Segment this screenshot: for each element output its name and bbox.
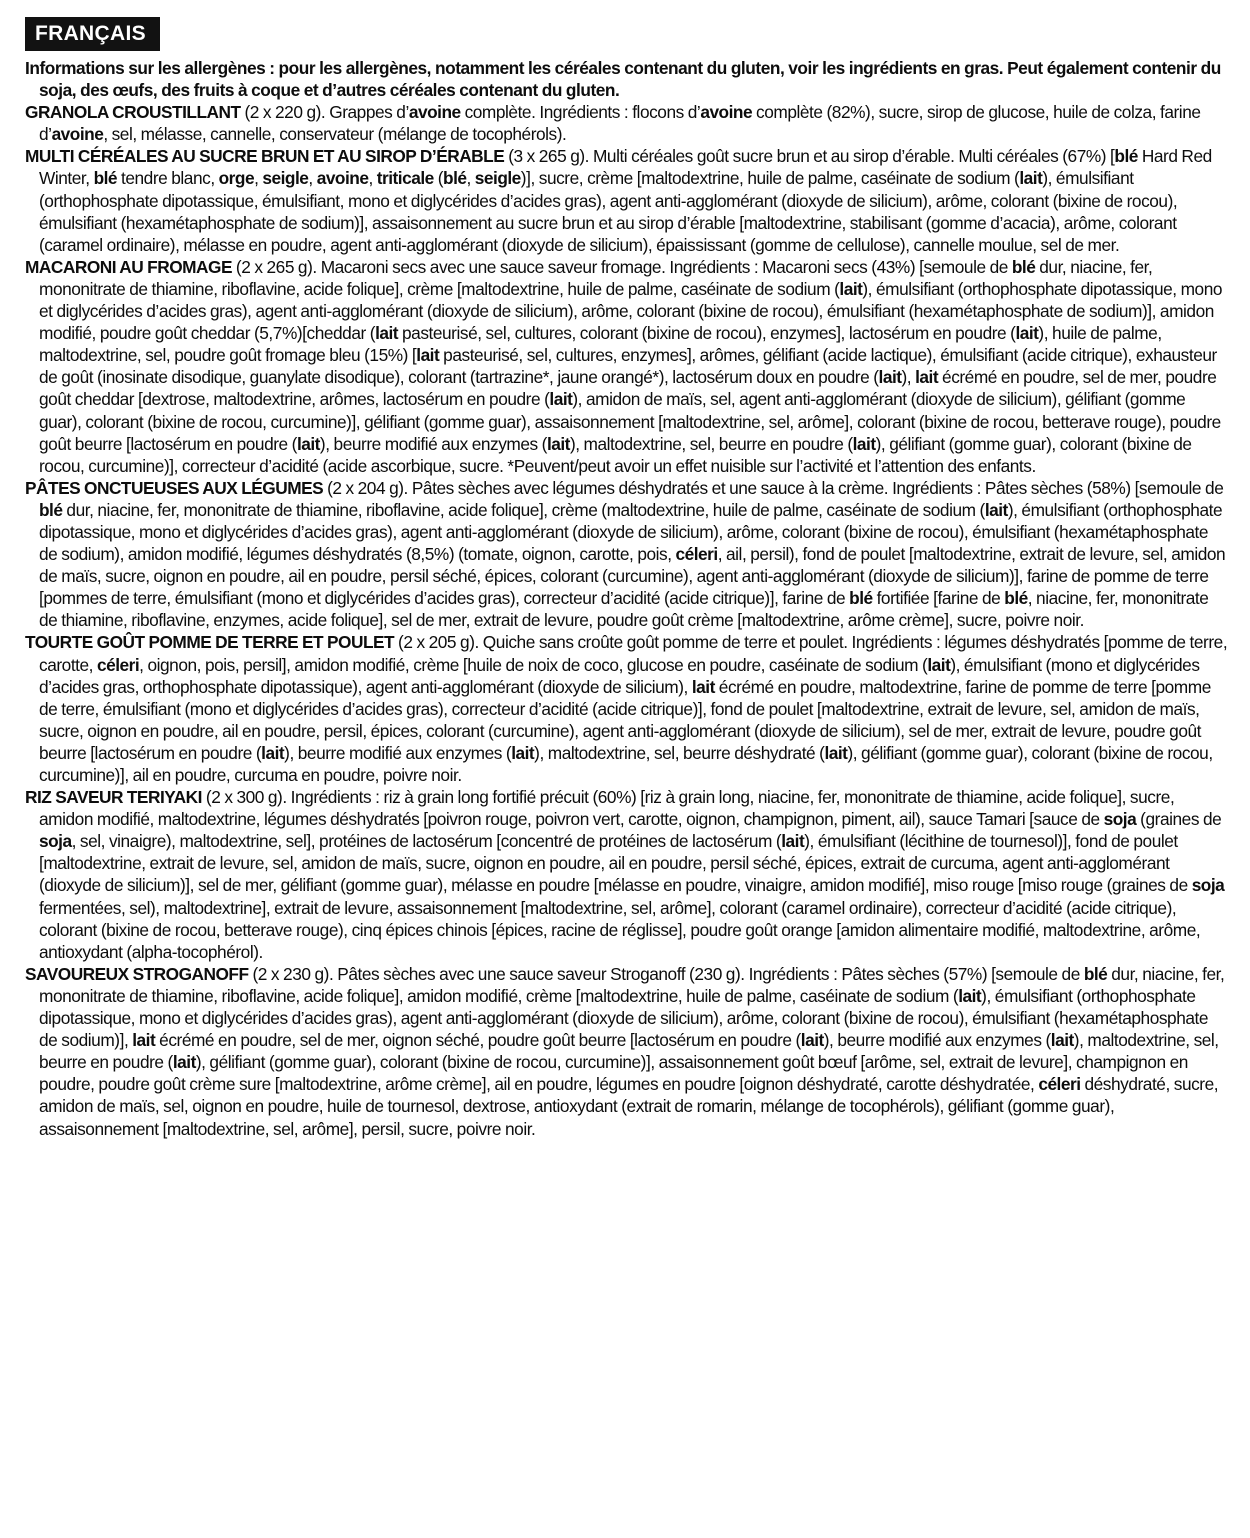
product-ingredient-paragraph-macaroni-au-fromage: MACARONI AU FROMAGE (2 x 265 g). Macaroni secs avec une sauce saveur fromage. Ingrédients : Macaroni secs (43%) [semoule de blé dur, niacine, fer, mononitrate de thiamine, riboflavine, acide folique], crème [maltodextrine, huile de palme, caséinate de sodium (lait), émulsifiant (orthophosphate dipotassique, mono et diglycérides d’acides gras), agent anti-agglomérant (dioxyde de silicium), arôme, colorant (bixine de rocou), émulsifiant (hexamétaphosphate de sodium)], amidon modifié, poudre goût cheddar (5,7%)[cheddar (lait pasteurisé, sel, cultures, colorant (bixine de rocou), enzymes], lactosérum en poudre (lait), huile de palme, maltodextrine, sel, poudre goût fromage bleu (15%) [lait pasteurisé, sel, cultures, enzymes], arômes, gélifiant (acide lactique), émulsifiant (acide citrique), exhausteur de goût (inosinate disodique, guanylate disodique), colorant (tartrazine*, jaune orangé*), lactosérum doux en poudre (lait), lait écrémé en poudre, sel de mer, poudre goût cheddar [dextrose, maltodextrine, arômes, lactosérum en poudre (lait), amidon de maïs, sel, agent anti-agglomérant (dioxyde de silicium), gélifiant (gomme guar), colorant (bixine de rocou, curcumine)], gélifiant (gomme guar), assaisonnement [maltodextrine, sel, arôme], colorant (bixine de rocou, betterave rouge), poudre goût beurre [lactosérum en poudre (lait), beurre modifié aux enzymes (lait), maltodextrine, sel, beurre en poudre (lait), gélifiant (gomme guar), colorant (bixine de rocou, curcumine)], correcteur d’acidité (acide ascorbique, sucre. *Peuvent/peut avoir un effet nuisible sur l’activité et l’attention des enfants. [25,256,1223,476]
product-ingredient-sections [25,101,1228,1139]
product-ingredient-paragraph-granola-croustillant: GRANOLA CROUSTILLANT (2 x 220 g). Grappes d’avoine complète. Ingrédients : flocons d’avoine complète (82%), sucre, sirop de glucose, huile de colza, farine d’avoine, sel, mélasse, cannelle, conservateur (mélange de tocophérols). [25,102,1201,145]
product-ingredient-paragraph-pates-onctueuses-aux-legumes: PÂTES ONCTUEUSES AUX LÉGUMES (2 x 204 g). Pâtes sèches avec légumes déshydratés et une sauce à la crème. Ingrédients : Pâtes sèches (58%) [semoule de blé dur, niacine, fer, mononitrate de thiamine, riboflavine, acide folique], crème (maltodextrine, huile de palme, caséinate de sodium (lait), émulsifiant (orthophosphate dipotassique, mono et diglycérides d’acides gras), agent anti-agglomérant (dioxyde de silicium), arôme, colorant (bixine de rocou), émulsifiant (hexamétaphosphate de sodium), amidon modifié, légumes déshydratés (8,5%) (tomate, oignon, carotte, pois, céleri, ail, persil), fond de poulet [maltodextrine, extrait de levure, sel, amidon de maïs, sucre, oignon en poudre, ail en poudre, persil séché, épices, colorant (curcumine), agent anti-agglomérant (dioxyde de silicium)], farine de pomme de terre [pommes de terre, émulsifiant (mono et diglycérides d’acides gras), correcteur d’acidité (acide citrique)], farine de blé fortifiée [farine de blé, niacine, fer, mononitrate de thiamine, riboflavine, enzymes, acide folique], sel de mer, extrait de levure, poudre goût crème [maltodextrine, arôme crème], sucre, poivre noir. [25,477,1226,631]
product-ingredient-paragraph-savoureux-stroganoff: SAVOUREUX STROGANOFF (2 x 230 g). Pâtes sèches avec une sauce saveur Stroganoff (230 g). Ingrédients : Pâtes sèches (57%) [semoule de blé dur, niacine, fer, mononitrate de thiamine, riboflavine, acide folique], amidon modifié, crème [maltodextrine, huile de palme, caséinate de sodium (lait), émulsifiant (orthophosphate dipotassique, mono et diglycérides d’acides gras), agent anti-agglomérant (dioxyde de silicium), arôme, colorant (bixine de rocou), émulsifiant (hexamétaphosphate de sodium)], lait écrémé en poudre, sel de mer, oignon séché, poudre goût beurre [lactosérum en poudre (lait), beurre modifié aux enzymes (lait), maltodextrine, sel, beurre en poudre (lait), gélifiant (gomme guar), colorant (bixine de rocou, curcumine)], assaisonnement goût bœuf [arôme, sel, extrait de levure], champignon en poudre, poudre goût crème sure [maltodextrine, arôme crème], ail en poudre, légumes en poudre [oignon déshydraté, carotte déshydratée, céleri déshydraté, sucre, amidon de maïs, sel, oignon en poudre, huile de tournesol, dextrose, antioxydant (extrait de romarin, mélange de tocophérols), gélifiant (gomme guar), assaisonnement [maltodextrine, sel, arôme], persil, sucre, poivre noir. [25,963,1225,1139]
allergen-information-notice: Informations sur les allergènes : pour les allergènes, notamment les céréales contenant du gluten, voir les ingrédients en gras. Peut également contenir du soja, des œufs, des fruits à coque et d’autres céréales contenant du gluten. [25,58,1221,101]
product-ingredient-paragraph-multi-cereales-sucre-brun-sirop-erable: MULTI CÉRÉALES AU SUCRE BRUN ET AU SIROP D’ÉRABLE (3 x 265 g). Multi céréales goût sucre brun et au sirop d’érable. Multi céréales (67%) [blé Hard Red Winter, blé tendre blanc, orge, seigle, avoine, triticale (blé, seigle)], sucre, crème [maltodextrine, huile de palme, caséinate de sodium (lait), émulsifiant (orthophosphate dipotassique, émulsifiant, mono et diglycérides d’acides gras), agent anti-agglomérant (dioxyde de silicium), arôme, colorant (bixine de rocou), émulsifiant (hexamétaphosphate de sodium)], assaisonnement au sucre brun et au sirop d’érable [maltodextrine, stabilisant (gomme d’acacia), arôme, colorant (caramel ordinaire), mélasse en poudre, agent anti-agglomérant (dioxyde de silicium), épaississant (gomme de cellulose), cannelle moulue, sel de mer. [25,146,1212,255]
product-ingredient-paragraph-tourte-gout-pomme-de-terre-et-poulet: TOURTE GOÛT POMME DE TERRE ET POULET (2 x 205 g). Quiche sans croûte goût pomme de terre et poulet. Ingrédients : légumes déshydratés [pomme de terre, carotte, céleri, oignon, pois, persil], amidon modifié, crème [huile de noix de coco, glucose en poudre, caséinate de sodium (lait), émulsifiant (mono et diglycérides d’acides gras, orthophosphate dipotassique), agent anti-agglomérant (dioxyde de silicium), lait écrémé en poudre, maltodextrine, farine de pomme de terre [pomme de terre, émulsifiant (mono et diglycérides d’acides gras), correcteur d’acidité (acide citrique)], fond de poulet [maltodextrine, extrait de levure, sel, amidon de maïs, sucre, oignon en poudre, ail en poudre, persil, épices, colorant (curcumine), agent anti-agglomérant (dioxyde de silicium), sel de mer, extrait de levure, poudre goût beurre [lactosérum en poudre (lait), beurre modifié aux enzymes (lait), maltodextrine, sel, beurre déshydraté (lait), gélifiant (gomme guar), colorant (bixine de rocou, curcumine)], ail en poudre, curcuma en poudre, poivre noir. [25,632,1228,785]
language-header-badge: FRANÇAIS [25,17,160,51]
label-text-block [25,57,1228,1140]
product-ingredient-paragraph-riz-saveur-teriyaki: RIZ SAVEUR TERIYAKI (2 x 300 g). Ingrédients : riz à grain long fortifié précuit (60%) [riz à grain long, niacine, fer, mononitrate de thiamine, acide folique], sucre, amidon modifié, maltodextrine, légumes déshydratés [poivron rouge, poivron vert, carotte, oignon, champignon, piment, ail), sauce Tamari [sauce de soja (graines de soja, sel, vinaigre), maltodextrine, sel], protéines de lactosérum [concentré de protéines de lactosérum (lait), émulsifiant (lécithine de tournesol)], fond de poulet [maltodextrine, extrait de levure, sel, amidon de maïs, sucre, oignon en poudre, ail en poudre, persil séché, épices, extrait de curcuma, agent anti-agglomérant (dioxyde de silicium)], sel de mer, gélifiant (gomme guar), mélasse en poudre [mélasse en poudre, vinaigre, amidon modifié], miso rouge [miso rouge (graines de soja fermentées, sel), maltodextrine], extrait de levure, assaisonnement [maltodextrine, sel, arôme], colorant (caramel ordinaire), correcteur d’acidité (acide citrique), colorant (bixine de rocou, betterave rouge), cinq épices chinois [épices, racine de réglisse], poudre goût orange [amidon alimentaire modifié, maltodextrine, arôme, antioxydant (alpha-tocophérol). [25,787,1225,962]
